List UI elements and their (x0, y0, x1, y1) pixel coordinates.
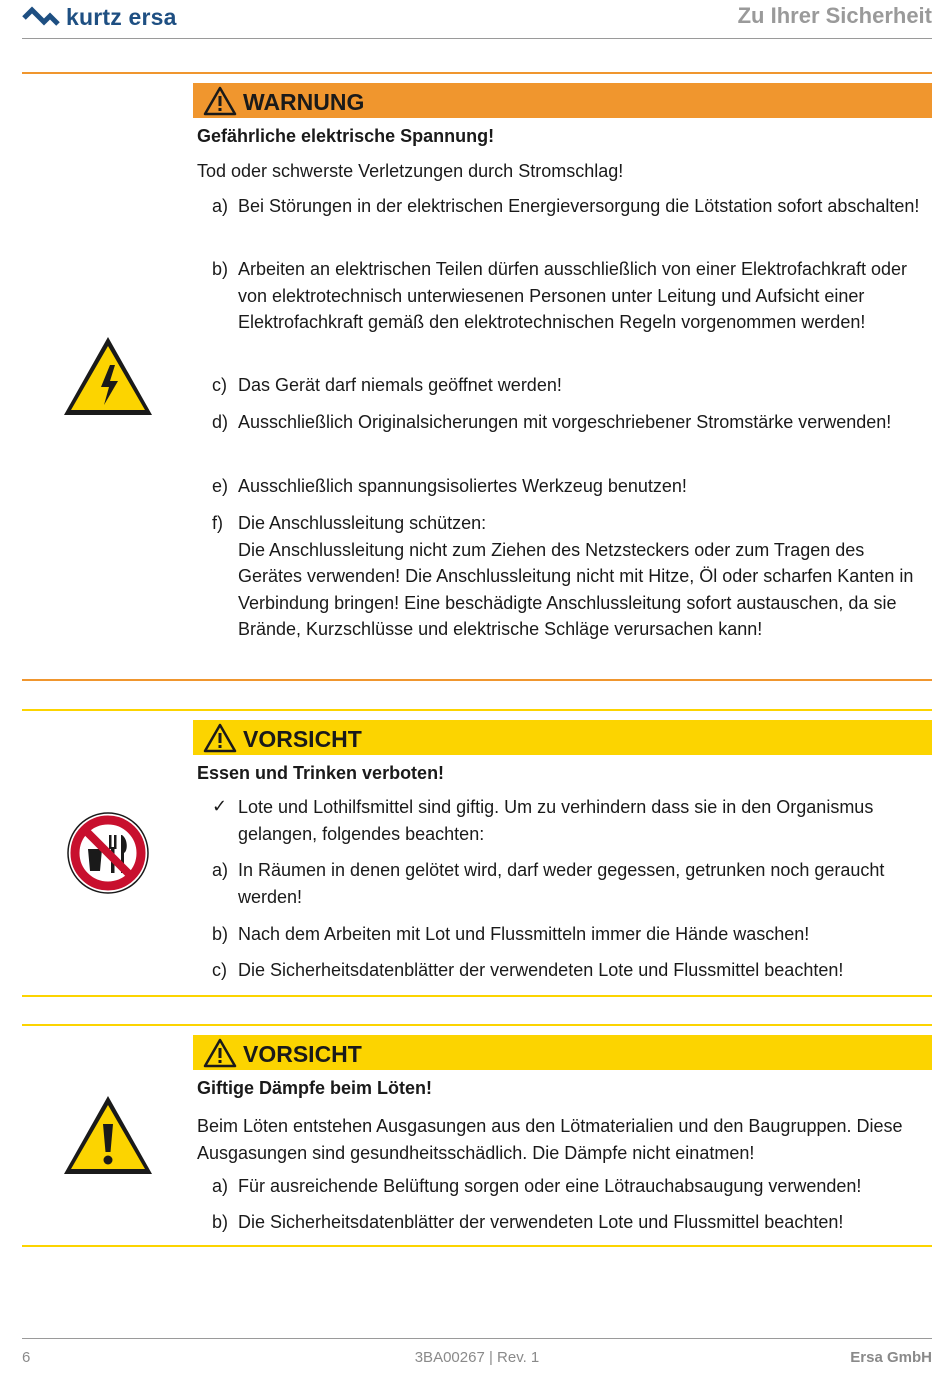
page-number: 6 (22, 1349, 31, 1366)
caution-top-rule (22, 709, 932, 711)
warning-top-rule (22, 72, 932, 74)
company-name: Ersa GmbH (850, 1349, 932, 1366)
list-marker: c) (212, 375, 227, 395)
list-text: Bei Störungen in der elektrischen Energieversorgung die Lötstation sofort abschalten! (238, 196, 920, 216)
list-item (212, 1173, 927, 1200)
list-text: Für ausreichende Belüftung sorgen oder eine Lötrauchabsaugung verwenden! (238, 1176, 862, 1196)
check-icon: ✓ (212, 796, 228, 817)
list-item (212, 921, 927, 948)
list-text: In Räumen in denen gelötet wird, darf weder gegessen, getrunken noch geraucht werden! (238, 860, 885, 907)
list-marker: e) (212, 476, 229, 496)
warning-bottom-rule (22, 679, 932, 681)
brand-logo (22, 4, 177, 31)
list-marker: a) (212, 196, 229, 216)
caution-title: Giftige Dämpfe beim Löten! (197, 1078, 433, 1098)
list-text-continuation: Die Anschlussleitung nicht zum Ziehen des Netzsteckers oder zum Tragen des Gerätes verwenden! Die Anschlussleitung nicht mit Hitze, Öl oder scharfen Kanten in Verbindung bringen! Eine beschädigte Anschlussleitung sofort austauschen, da sie Brände, Kurzschlüsse und elektrische Schläge verursachen kann! (238, 539, 914, 639)
caution-banner (193, 720, 932, 755)
document-id: 3BA00267 | Rev. 1 (414, 1349, 540, 1366)
caution-eating-block (22, 709, 932, 999)
list-marker: a) (212, 860, 229, 880)
no-eating-drinking-icon (66, 811, 150, 895)
list-text-group (238, 510, 927, 643)
list-item (212, 473, 927, 500)
logo-text: kurtz ersa (66, 4, 177, 30)
list-text: Die Sicherheitsdatenblätter der verwendeten Lote und Flussmittel beachten! (238, 1212, 844, 1232)
list-text: Nach dem Arbeiten mit Lot und Flussmitteln immer die Hände waschen! (238, 924, 810, 944)
warning-intro: Tod oder schwerste Verletzungen durch Stromschlag! (197, 161, 624, 181)
warning-title: Gefährliche elektrische Spannung! (197, 126, 495, 146)
list-marker: f) (212, 513, 223, 533)
caution-top-rule (22, 1024, 932, 1026)
list-item (212, 256, 927, 336)
warning-banner (193, 83, 932, 118)
page-header (22, 0, 932, 39)
list-marker: c) (212, 960, 227, 980)
caution-intro: Beim Löten entstehen Ausgasungen aus den Lötmaterialien und den Baugruppen. Diese Ausgasungen sind gesundheitsschädlich. Die Dämpfe nicht einatmen! (197, 1116, 903, 1163)
general-warning-icon (62, 1094, 154, 1176)
list-item (212, 510, 927, 643)
list-item (212, 193, 927, 220)
list-item (212, 1209, 927, 1236)
list-marker: b) (212, 1212, 229, 1232)
warning-triangle-icon (203, 1038, 237, 1068)
list-marker: b) (212, 924, 229, 944)
section-title: Zu Ihrer Sicherheit (737, 3, 932, 28)
warning-block (22, 72, 932, 684)
list-item (212, 372, 927, 399)
kurtz-ersa-logo-icon (22, 6, 60, 30)
list-item (212, 857, 927, 910)
caution-label: VORSICHT (243, 1041, 362, 1067)
electrical-hazard-icon (62, 335, 154, 417)
page-footer (22, 1338, 932, 1376)
caution-title: Essen und Trinken verboten! (197, 763, 445, 783)
list-text: Die Sicherheitsdatenblätter der verwendeten Lote und Flussmittel beachten! (238, 960, 844, 980)
list-text: Die Anschlussleitung schützen: (238, 513, 487, 533)
list-item (212, 794, 927, 847)
list-item (212, 409, 927, 436)
caution-fumes-block (22, 1024, 932, 1250)
list-text: Ausschließlich Originalsicherungen mit vorgeschriebener Stromstärke verwenden! (238, 412, 892, 432)
list-text: Ausschließlich spannungsisoliertes Werkzeug benutzen! (238, 476, 687, 496)
list-marker: a) (212, 1176, 229, 1196)
list-text: Das Gerät darf niemals geöffnet werden! (238, 375, 562, 395)
list-text: Arbeiten an elektrischen Teilen dürfen ausschließlich von einer Elektrofachkraft oder von elektrotechnisch unterwiesenen Personen unter Leitung und Aufsicht einer Elektrofachkraft gemäß den elektrotechnischen Regeln vorgenommen werden! (238, 259, 908, 332)
caution-bottom-rule (22, 995, 932, 997)
list-marker: d) (212, 412, 229, 432)
warning-triangle-icon (203, 723, 237, 753)
caution-label: VORSICHT (243, 726, 362, 752)
list-text: Lote und Lothilfsmittel sind giftig. Um zu verhindern dass sie in den Organismus gelangen, folgendes beachten: (238, 797, 874, 844)
warning-triangle-icon (203, 86, 237, 116)
warning-label: WARNUNG (243, 89, 365, 115)
caution-banner (193, 1035, 932, 1070)
list-marker: b) (212, 259, 229, 279)
caution-bottom-rule (22, 1245, 932, 1247)
list-item (212, 957, 927, 984)
